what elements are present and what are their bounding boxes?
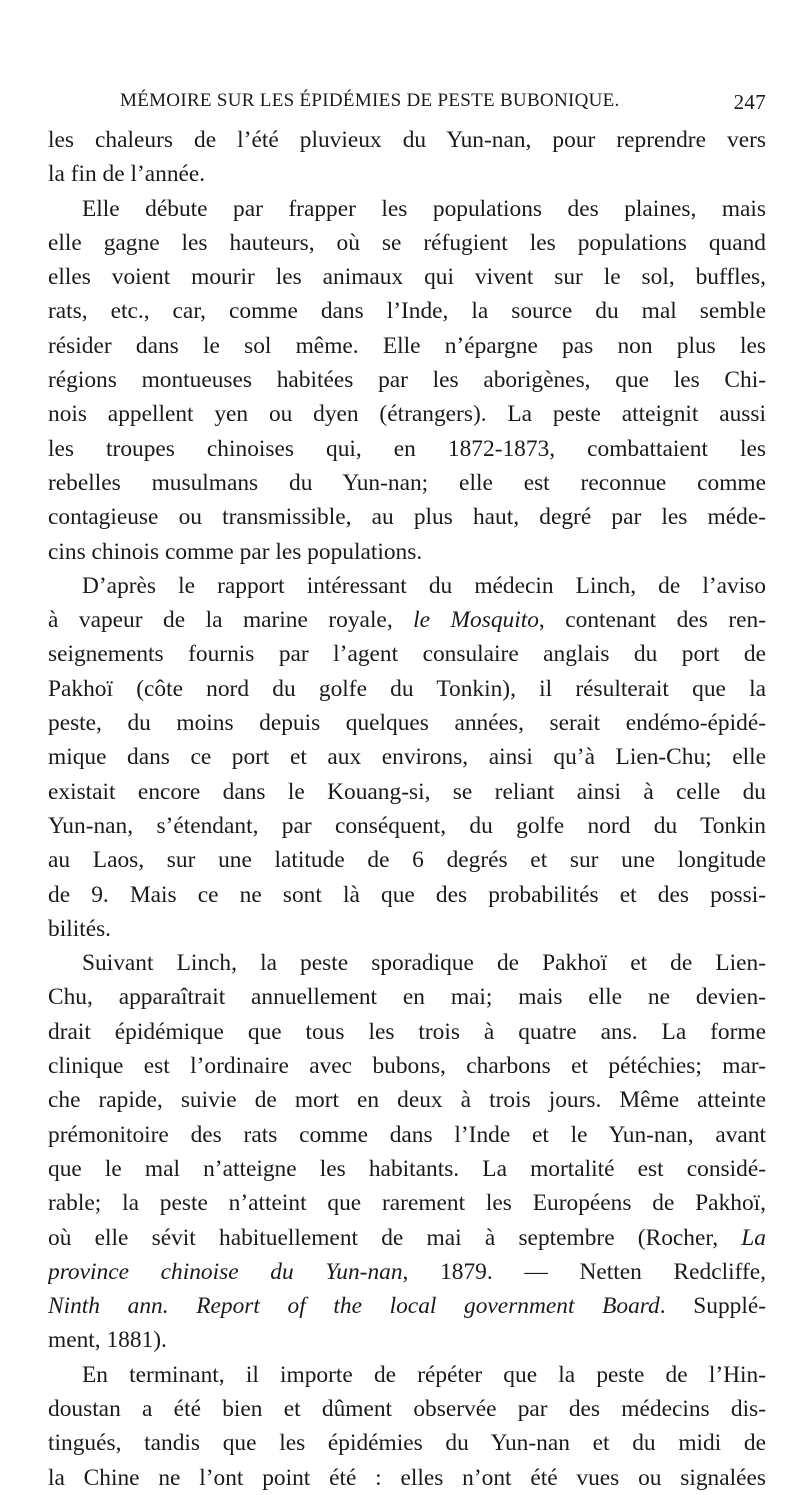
text-line xyxy=(48,1289,766,1323)
text-line xyxy=(48,603,766,637)
text-line xyxy=(48,1255,766,1289)
text-segment: En terminant, il importe de répéter que la peste de l’Hin- xyxy=(82,1361,766,1388)
text-line xyxy=(48,432,766,466)
text-segment: elle gagne les hauteurs, où se réfugient les populations quand xyxy=(48,229,766,256)
text-segment: la Chine ne l’ont point été : elles n’ont été vues ou signalées xyxy=(48,1464,766,1491)
text-segment: Pakhoï (côte nord du golfe du Tonkin), il résulterait que la xyxy=(48,675,766,702)
text-segment: tingués, tandis que les épidémies du Yun-nan et du midi de xyxy=(48,1430,766,1457)
text-line xyxy=(48,1083,766,1117)
italic-text: Ninth ann. Report of the local government Board xyxy=(48,1293,660,1320)
text-line xyxy=(48,980,766,1014)
text-segment: contagieuse ou transmissible, au plus haut, degré par les méde- xyxy=(48,504,766,531)
text-segment: , contenant des ren- xyxy=(538,607,766,634)
text-segment: ment, 1881). xyxy=(48,1327,167,1354)
text-segment: rebelles musulmans du Yun-nan; elle est reconnue comme xyxy=(48,469,766,496)
text-line xyxy=(48,535,766,569)
text-line xyxy=(48,1118,766,1152)
text-line xyxy=(48,1426,766,1460)
text-segment: cins chinois comme par les populations. xyxy=(48,538,423,565)
text-segment: que le mal n’atteigne les habitants. La mortalité est considé- xyxy=(48,1155,766,1182)
text-segment: rats, etc., car, comme dans l’Inde, la source du mal semble xyxy=(48,298,766,325)
text-segment: clinique est l’ordinaire avec bubons, charbons et pétéchies; mar- xyxy=(48,1053,766,1080)
page-number: 247 xyxy=(733,90,766,114)
text-line xyxy=(48,466,766,500)
text-segment: les chaleurs de l’été pluvieux du Yun-nan, pour reprendre vers xyxy=(48,127,766,153)
text-line xyxy=(48,946,766,980)
text-line xyxy=(48,363,766,397)
text-line xyxy=(48,878,766,912)
text-line xyxy=(48,157,766,191)
text-segment: de 9. Mais ce ne sont là que des probabilités et des possi- xyxy=(48,881,766,908)
text-line xyxy=(48,740,766,774)
text-line xyxy=(48,1358,766,1392)
text-line xyxy=(48,706,766,740)
text-line xyxy=(48,329,766,363)
running-title: MÉMOIRE SUR LES ÉPIDÉMIES DE PESTE BUBONIQUE. xyxy=(120,90,620,111)
text-segment: peste, du moins depuis quelques années, serait endémo-épidé- xyxy=(48,710,766,737)
text-segment: régions montueuses habitées par les aborigènes, que les Chi- xyxy=(48,367,766,394)
italic-text: La xyxy=(741,1224,766,1251)
text-line xyxy=(48,1392,766,1426)
text-line xyxy=(48,192,766,226)
body-text xyxy=(48,123,766,1495)
text-segment: Chu, apparaîtrait annuellement en mai; mais elle ne devien- xyxy=(48,984,766,1011)
text-line xyxy=(48,775,766,809)
text-line xyxy=(48,1152,766,1186)
text-line xyxy=(48,1186,766,1220)
text-segment: existait encore dans le Kouang-si, se reliant ainsi à celle du xyxy=(48,778,766,805)
text-segment: nois appellent yen ou dyen (étrangers). La peste atteignit aussi xyxy=(48,401,766,428)
text-line xyxy=(48,397,766,431)
text-line xyxy=(48,672,766,706)
text-line xyxy=(48,1323,766,1357)
text-line xyxy=(48,912,766,946)
text-line xyxy=(48,1015,766,1049)
text-segment: prémonitoire des rats comme dans l’Inde et le Yun-nan, avant xyxy=(48,1121,766,1148)
text-segment: D’après le rapport intéressant du médecin Linch, de l’aviso xyxy=(82,572,766,599)
text-line xyxy=(48,569,766,603)
text-line xyxy=(48,1049,766,1083)
text-segment: la fin de l’année. xyxy=(48,161,206,188)
text-segment: seignements fournis par l’agent consulaire anglais du port de xyxy=(48,641,766,668)
text-line xyxy=(48,260,766,294)
text-segment: bilités. xyxy=(48,915,112,942)
text-line xyxy=(48,843,766,877)
text-segment: rable; la peste n’atteint que rarement les Européens de Pakhoï, xyxy=(48,1190,766,1217)
text-line xyxy=(48,226,766,260)
running-head xyxy=(120,90,766,120)
text-line xyxy=(48,809,766,843)
text-segment: drait épidémique que tous les trois à quatre ans. La forme xyxy=(48,1018,766,1045)
text-segment: che rapide, suivie de mort en deux à trois jours. Même atteinte xyxy=(48,1087,766,1114)
text-segment: Yun-nan, s’étendant, par conséquent, du golfe nord du Tonkin xyxy=(48,812,766,839)
text-segment: Suivant Linch, la peste sporadique de Pakhoï et de Lien- xyxy=(82,950,766,977)
text-segment: mique dans ce port et aux environs, ainsi qu’à Lien-Chu; elle xyxy=(48,744,766,771)
text-line xyxy=(48,500,766,534)
text-segment: Elle débute par frapper les populations des plaines, mais xyxy=(82,195,766,222)
italic-text: province chinoise du Yun-nan xyxy=(48,1258,403,1285)
text-line xyxy=(48,123,766,157)
text-line xyxy=(48,294,766,328)
italic-text: le Mosquito xyxy=(413,607,539,634)
text-segment: au Laos, sur une latitude de 6 degrés et sur une longitude xyxy=(48,847,766,874)
text-segment: , 1879. — Netten Redcliffe, xyxy=(402,1258,766,1285)
text-segment: à vapeur de la marine royale, xyxy=(48,607,414,634)
text-segment: les troupes chinoises qui, en 1872-1873, combattaient les xyxy=(48,435,766,462)
text-segment: où elle sévit habituellement de mai à septembre (Rocher, xyxy=(48,1224,742,1251)
text-segment: résider dans le sol même. Elle n’épargne pas non plus les xyxy=(48,332,766,359)
text-line xyxy=(48,1221,766,1255)
text-segment: doustan a été bien et dûment observée par des médecins dis- xyxy=(48,1395,766,1422)
text-line xyxy=(48,637,766,671)
text-segment: elles voient mourir les animaux qui vivent sur le sol, buffles, xyxy=(48,264,766,291)
text-segment: . Supplé- xyxy=(659,1293,766,1320)
